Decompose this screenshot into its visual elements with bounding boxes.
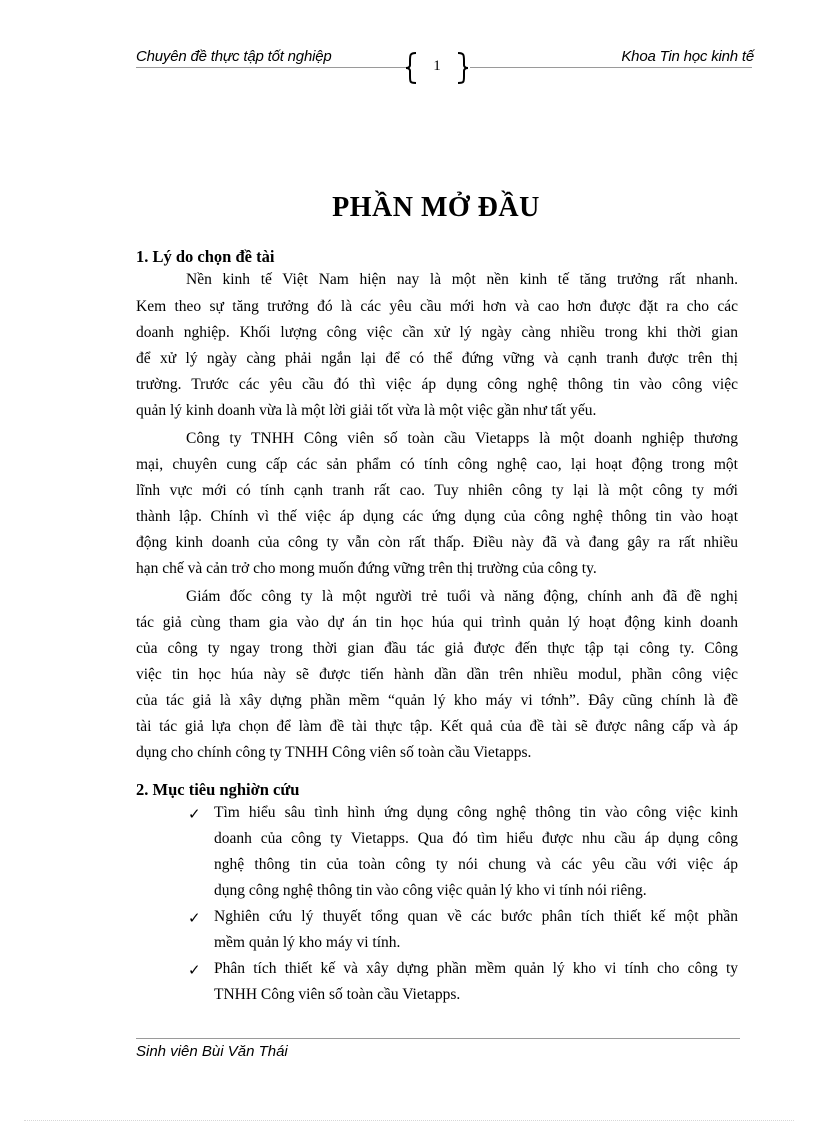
bullet-line: doanh của công ty Vietapps. Qua đó tìm hiểu được nhu cầu áp dụng công — [214, 830, 738, 847]
paragraph-line: của tác giả là xây dựng phần mềm “quản lý kho máy vi tớnh”. Đây cũng chính là đề — [136, 692, 738, 709]
paragraph-line: dụng cho chính công ty TNHH Công viên số toàn cầu Vietapps. — [136, 744, 532, 761]
section-heading-1: 1. Lý do chọn đề tài — [136, 247, 275, 266]
paragraph-line: tài tác giả lựa chọn để làm đề tài thực tập. Kết quả của đề tài sẽ được nâng cấp và áp — [136, 718, 738, 735]
header-rule-left — [136, 67, 408, 68]
bullet-line: Tìm hiểu sâu tình hình ứng dụng công nghệ thông tin vào công việc kinh — [214, 804, 738, 821]
page-number: 1 — [433, 58, 441, 74]
page-title: PHẦN MỞ ĐẦU — [332, 192, 540, 223]
bullet-line: mềm quản lý kho máy vi tính. — [214, 934, 401, 951]
header-left-text: Chuyên đề thực tập tốt nghiệp — [136, 48, 332, 65]
bullet-line: TNHH Công viên số toàn cầu Vietapps. — [214, 986, 461, 1003]
footer-rule — [136, 1038, 740, 1039]
paragraph-line: thành lập. Chính vì thế việc áp dụng các ứng dụng của công nghệ thông tin vào hoạt — [136, 508, 738, 525]
paragraph-line: Kem theo sự tăng trưởng đó là các yêu cầu mới hơn và cao hơn được đặt ra cho các — [136, 298, 738, 315]
header-rule-right — [470, 67, 752, 68]
bullet-line: nghệ thông tin của toàn công ty nói chung và các yêu cầu với việc áp — [214, 856, 738, 873]
paragraph-line: mại, chuyên cung cấp các sản phẩm có tính công nghệ cao, lại hoạt động trong một — [136, 456, 738, 473]
paragraph-line: lĩnh vực mới có tính cạnh tranh rất cao. Tuy nhiên công ty lại là một công ty mới — [136, 482, 738, 499]
bullet-line: Nghiên cứu lý thuyết tổng quan về các bước phân tích thiết kế một phần — [214, 908, 738, 925]
header-right-text: Khoa Tin học kinh tế — [621, 48, 754, 65]
paragraph-line: Nền kinh tế Việt Nam hiện nay là một nền kinh tế tăng trưởng rất nhanh. — [186, 271, 738, 288]
page-edge-dots — [24, 1120, 794, 1121]
footer-author: Sinh viên Bùi Văn Thái — [136, 1043, 288, 1060]
checkmark-icon: ✓ — [188, 909, 201, 927]
section-heading-2: 2. Mục tiêu nghiờn cứu — [136, 780, 300, 799]
paragraph-line: hạn chế và cản trở cho mong muốn đứng vững trên thị trường của công ty. — [136, 560, 597, 577]
paragraph-line: doanh nghiệp. Khối lượng công việc cần xử lý ngày càng nhiều trong khi thời gian — [136, 324, 738, 341]
paragraph-line: quản lý kinh doanh vừa là một lời giải tốt vừa là một việc gần như tất yếu. — [136, 402, 597, 419]
paragraph-line: của công ty ngay trong thời gian đầu tác giả được đến thực tập tại công ty. Công — [136, 640, 738, 657]
paragraph-line: trường. Trước các yêu cầu đó thì việc áp dụng công nghệ thông tin vào công việc — [136, 376, 738, 393]
paragraph-line: tác giả cùng tham gia vào dự án tin học húa qui trình quản lý hoạt động kinh doanh — [136, 614, 738, 631]
checkmark-icon: ✓ — [188, 805, 201, 823]
paragraph-line: để xử lý ngày càng phải ngắn lại để có thể đứng vững và cạnh tranh được trên thị — [136, 350, 738, 367]
checkmark-icon: ✓ — [188, 961, 201, 979]
bullet-line: dụng công nghệ thông tin vào công việc quản lý kho vi tính nói riêng. — [214, 882, 647, 899]
paragraph-line: động kinh doanh của công ty vẫn còn rất thấp. Điều này đã và đang gây ra rất nhiều — [136, 534, 738, 551]
bullet-line: Phân tích thiết kế và xây dựng phần mềm quản lý kho vi tính cho công ty — [214, 960, 738, 977]
paragraph-line: việc tin học húa này sẽ được tiến hành dần dần trên nhiều modul, phần công việc — [136, 666, 738, 683]
paragraph-line: Giám đốc công ty là một người trẻ tuổi và năng động, chính anh đã đề nghị — [186, 588, 738, 605]
paragraph-line: Công ty TNHH Công viên số toàn cầu Vietapps là một doanh nghiệp thương — [186, 430, 738, 447]
